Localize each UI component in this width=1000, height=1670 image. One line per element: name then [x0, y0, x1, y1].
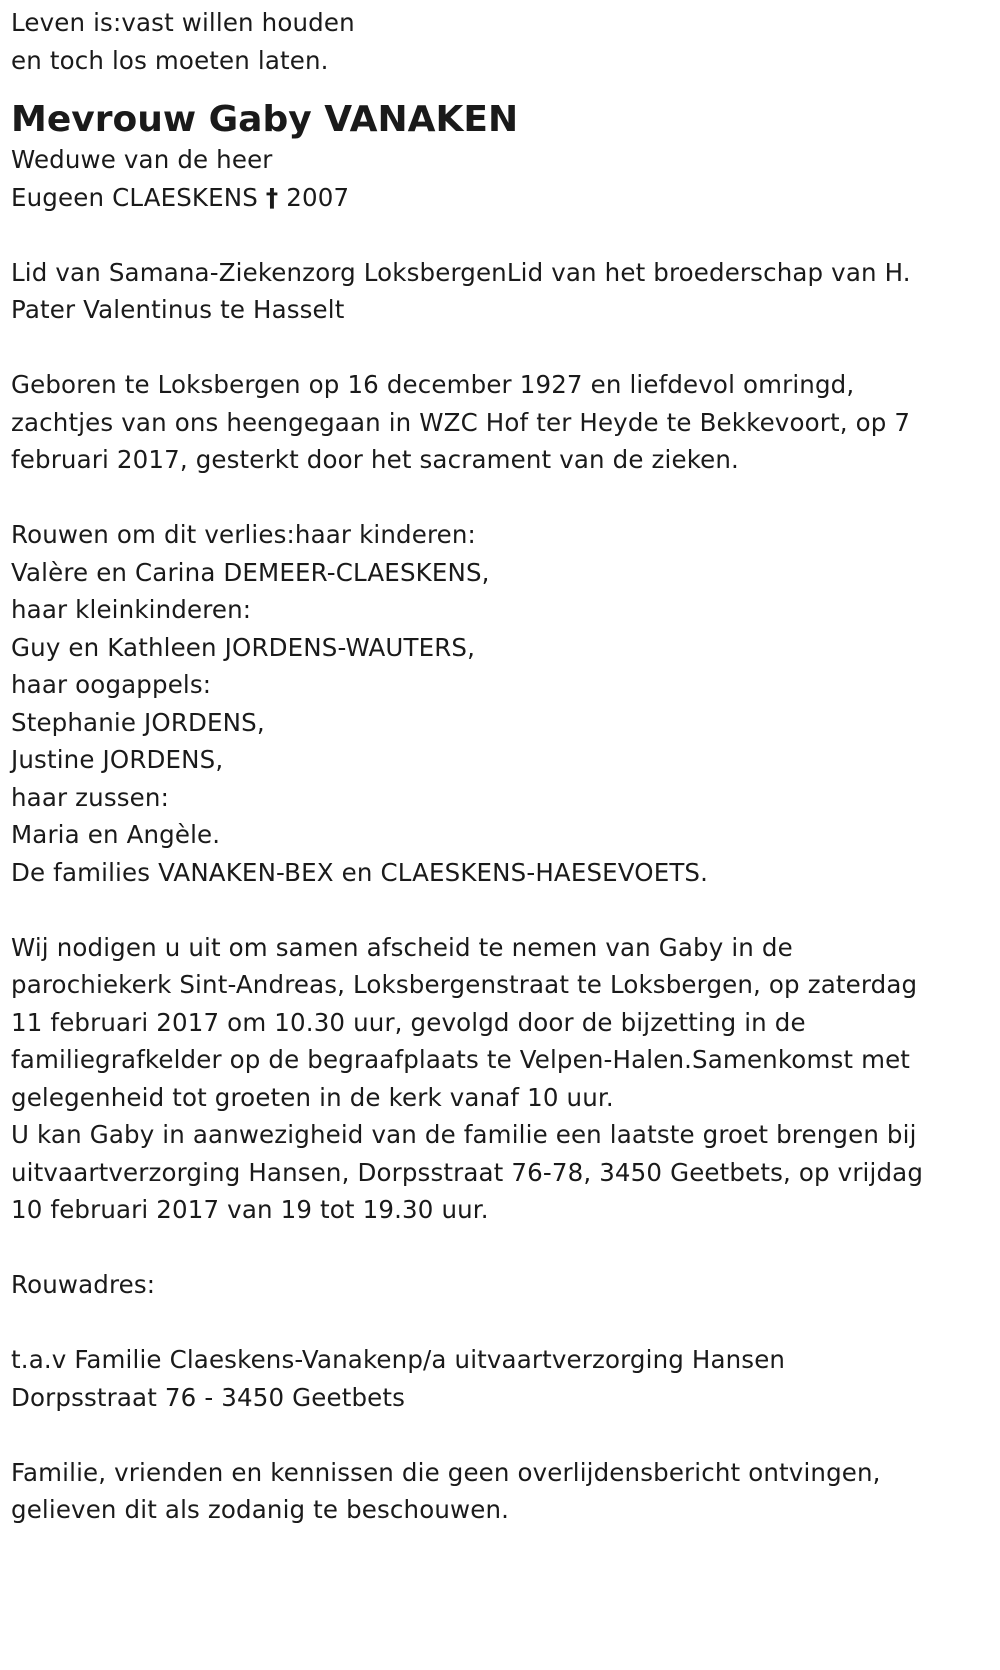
mourner-line: haar zussen:	[11, 782, 169, 812]
birth-death-line: zachtjes van ons heengegaan in WZC Hof ter Heyde te Bekkevoort, op 7	[11, 407, 911, 437]
mourning-address	[11, 1341, 1000, 1416]
membership-line: Lid van Samana-Ziekenzorg LoksbergenLid van het broederschap van H.	[11, 257, 911, 287]
ceremony-info	[11, 929, 1000, 1229]
birth-death-line: februari 2017, gesterkt door het sacrament van de zieken.	[11, 445, 739, 474]
mourners-list	[11, 516, 1000, 891]
ceremony-line: familiegrafkelder op de begraafplaats te Velpen-Halen.Samenkomst met	[11, 1045, 911, 1074]
ceremony-line: gelegenheid tot groeten in de kerk vanaf 10 uur.	[11, 1082, 614, 1112]
address-line: t.a.v Familie Claeskens-Vanakenp/a uitvaartverzorging Hansen	[11, 1345, 786, 1374]
mourner-line: Guy en Kathleen JORDENS-WAUTERS,	[11, 632, 476, 662]
ceremony-line: parochiekerk Sint-Andreas, Loksbergenstraat te Loksbergen, op zaterdag	[11, 970, 918, 999]
spouse-intro: Weduwe van de heer	[11, 145, 273, 174]
deceased-name: Mevrouw Gaby VANAKEN	[11, 99, 519, 140]
closing-line: gelieven dit als zodanig te beschouwen.	[11, 1495, 510, 1524]
mourner-line: Rouwen om dit verlies:haar kinderen:	[11, 520, 476, 549]
motto-line: Leven is:vast willen houden	[11, 8, 355, 37]
mourner-line: haar oogappels:	[11, 670, 212, 699]
ceremony-line: 11 februari 2017 om 10.30 uur, gevolgd door de bijzetting in de	[11, 1007, 806, 1037]
birth-death-info	[11, 366, 1000, 479]
address-line: Dorpsstraat 76 - 3450 Geetbets	[11, 1382, 406, 1412]
ceremony-line: U kan Gaby in aanwezigheid van de familie een laatste groet brengen bij	[11, 1120, 917, 1149]
spouse-death-year: 2007	[286, 182, 350, 212]
cross-icon: †	[265, 182, 279, 212]
mourner-line: Valère en Carina DEMEER-CLAESKENS,	[11, 557, 490, 587]
address-label: Rouwadres:	[11, 1270, 156, 1299]
closing-line: Familie, vrienden en kennissen die geen overlijdensbericht ontvingen,	[11, 1457, 881, 1487]
mourner-line: Justine JORDENS,	[11, 745, 224, 774]
address-heading	[11, 1266, 1000, 1304]
motto-line: en toch los moeten laten.	[11, 45, 329, 75]
ceremony-line: Wij nodigen u uit om samen afscheid te nemen van Gaby in de	[11, 932, 793, 962]
closing-note	[11, 1454, 1000, 1529]
mourner-line: Maria en Angèle.	[11, 820, 221, 849]
motto	[11, 4, 1000, 79]
birth-death-line: Geboren te Loksbergen op 16 december 1927 en liefdevol omringd,	[11, 370, 855, 399]
ceremony-line: uitvaartverzorging Hansen, Dorpsstraat 76-78, 3450 Geetbets, op vrijdag	[11, 1157, 924, 1187]
spouse-info	[11, 141, 1000, 216]
mourner-line: Stephanie JORDENS,	[11, 707, 265, 737]
membership-line: Pater Valentinus te Hasselt	[11, 295, 345, 324]
mourner-line: De families VANAKEN-BEX en CLAESKENS-HAESEVOETS.	[11, 857, 709, 887]
ceremony-line: 10 februari 2017 van 19 tot 19.30 uur.	[11, 1195, 489, 1224]
spouse-line	[11, 179, 1000, 217]
spouse-name: Eugeen CLAESKENS	[11, 182, 258, 212]
mourner-line: haar kleinkinderen:	[11, 595, 252, 624]
memberships	[11, 254, 1000, 329]
